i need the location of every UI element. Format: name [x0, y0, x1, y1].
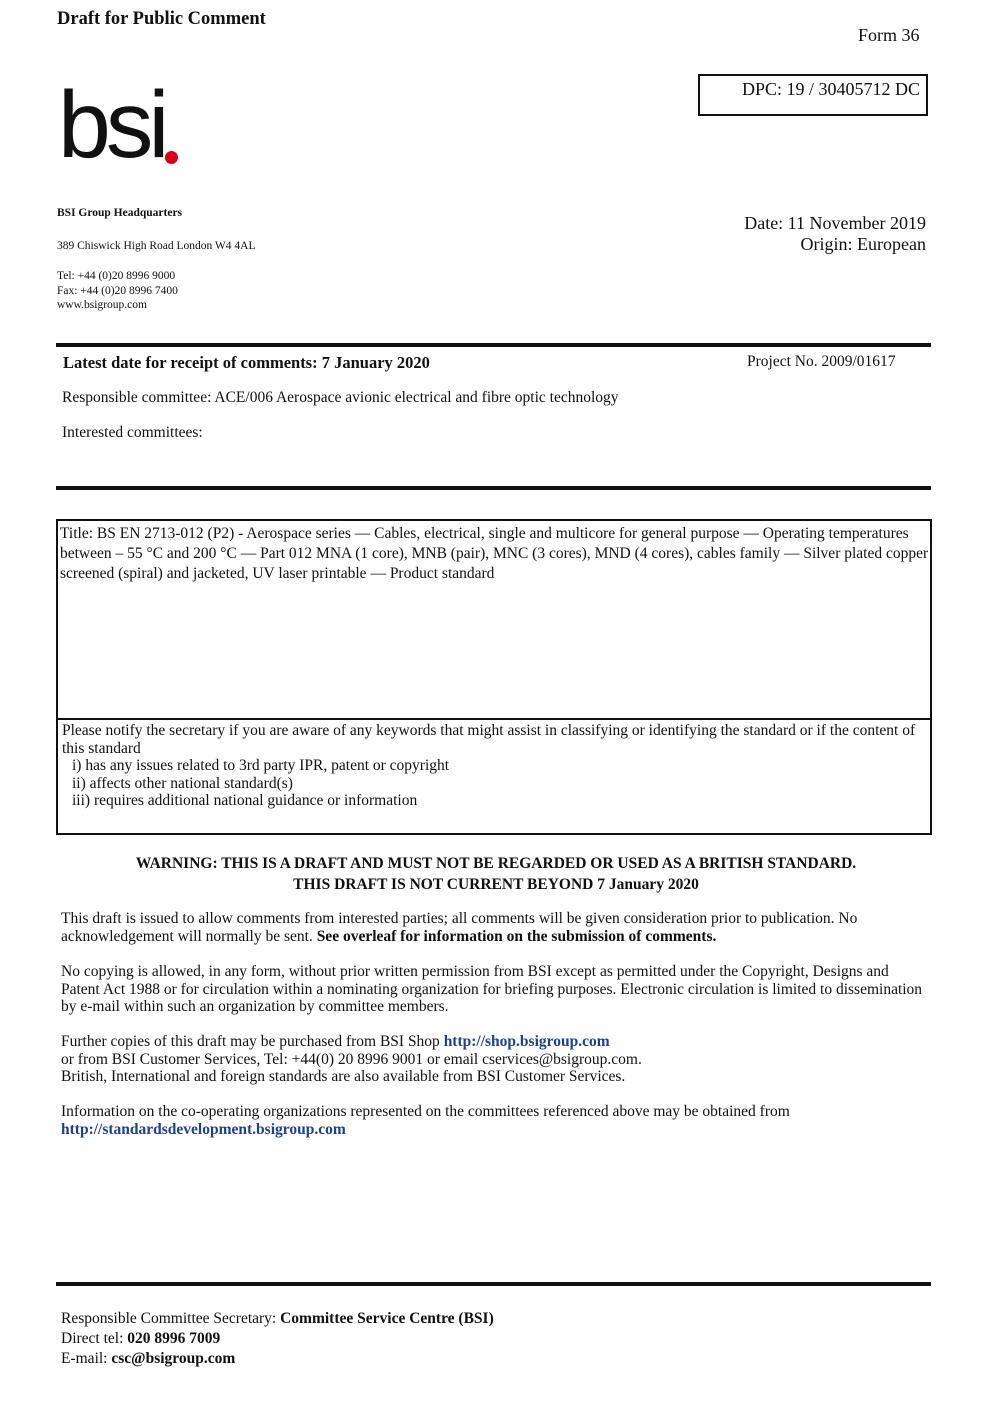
email-label: E-mail:	[61, 1350, 112, 1367]
origin: Origin: European	[800, 234, 926, 254]
notify-intro: Please notify the secretary if you are aware of any keywords that might assist in classifying or identifying the standard or if the content of this standard	[62, 722, 916, 757]
responsible-committee: Responsible committee: ACE/006 Aerospace avionic electrical and fibre optic technology	[62, 389, 619, 406]
secretary-label: Responsible Committee Secretary:	[61, 1310, 281, 1327]
bsi-logo-dot	[165, 151, 178, 164]
notify-list	[62, 757, 928, 810]
hq-title: BSI Group Headquarters	[57, 207, 183, 219]
middle-rule	[56, 486, 931, 490]
direct-tel-label: Direct tel:	[61, 1330, 128, 1347]
hq-tel: Tel: +44 (0)20 8996 9000	[57, 270, 176, 282]
warning-line-2: THIS DRAFT IS NOT CURRENT BEYOND 7 January 2020	[293, 876, 699, 893]
top-rule	[56, 343, 931, 347]
bsi-logo	[58, 72, 165, 178]
hq-contact	[57, 269, 178, 313]
standard-title: Title: BS EN 2713-012 (P2) - Aerospace series — Cables, electrical, single and multicore for general purpose — Operating temperatures between – 55 °C and 200 °C — Part 012 MNA (1 core), MNB (pair), MNC (3 cores), MND (4 cores), cables family — Silver plated copper screened (spiral) and jacketed, UV laser printable — Product standard	[60, 525, 929, 582]
title-box-divider	[58, 718, 930, 720]
email-value[interactable]: csc@bsigroup.com	[111, 1350, 236, 1367]
latest-comment-date: Latest date for receipt of comments: 7 January 2020	[63, 353, 430, 372]
project-number: Project No. 2009/01617	[747, 353, 896, 370]
title-box	[56, 519, 932, 835]
customer-services-text: or from BSI Customer Services, Tel: +44(0) 20 8996 9001 or email cservices@bsigroup.com.	[61, 1050, 642, 1068]
draft-label: Draft for Public Comment	[57, 9, 266, 29]
notify-item: i) has any issues related to 3rd party IPR, patent or copyright	[72, 757, 450, 774]
footer-rule	[56, 1282, 931, 1286]
paragraph-copying: No copying is allowed, in any form, without prior written permission from BSI except as permitted under the Copyright, Designs and Patent Act 1988 or for circulation within a nominating organization for briefing purposes. Electronic circulation is limited to dissemination by e-mail within such an organization by committee members.	[61, 963, 923, 1015]
warning-line-1: WARNING: THIS IS A DRAFT AND MUST NOT BE REGARDED OR USED AS A BRITISH STANDARD.	[135, 855, 857, 872]
paragraph-copies	[61, 1033, 931, 1086]
organizations-text: Information on the co-operating organizations represented on the committees referenced above may be obtained from	[61, 1103, 790, 1120]
direct-tel-value: 020 8996 7009	[127, 1330, 221, 1347]
notify-section	[62, 722, 928, 810]
date-origin-block	[744, 213, 926, 255]
footer-contact	[61, 1309, 494, 1369]
shop-text: Further copies of this draft may be purchased from BSI Shop	[61, 1033, 444, 1050]
dpc-number: DPC: 19 / 30405712 DC	[741, 79, 920, 99]
paragraph-comments	[61, 910, 931, 945]
notify-item: ii) affects other national standard(s)	[72, 774, 293, 792]
interested-committees: Interested committees:	[62, 424, 203, 441]
issue-date: Date: 11 November 2019	[744, 213, 926, 233]
bsi-logo-text: bsi	[58, 72, 165, 178]
standards-development-link[interactable]: http://standardsdevelopment.bsigroup.com	[61, 1120, 346, 1138]
secretary-value: Committee Service Centre (BSI)	[280, 1310, 494, 1327]
hq-address: 389 Chiswick High Road London W4 4AL	[57, 240, 256, 252]
paragraph-comments-bold: See overleaf for information on the submission of comments.	[316, 927, 717, 945]
paragraph-comments-text: This draft is issued to allow comments from interested parties; all comments will be given consideration prior to publication. No acknowledgement will normally be sent.	[61, 910, 858, 945]
draft-warning	[0, 853, 992, 895]
shop-link[interactable]: http://shop.bsigroup.com	[443, 1033, 610, 1050]
dpc-box	[698, 74, 928, 116]
standards-availability-text: British, International and foreign standards are also available from BSI Customer Services.	[61, 1068, 626, 1085]
notify-item: iii) requires additional national guidance or information	[72, 792, 418, 809]
hq-fax: Fax: +44 (0)20 8996 7400	[57, 284, 178, 297]
paragraph-organizations	[61, 1103, 931, 1138]
hq-web[interactable]: www.bsigroup.com	[57, 299, 147, 311]
form-number: Form 36	[858, 25, 920, 45]
